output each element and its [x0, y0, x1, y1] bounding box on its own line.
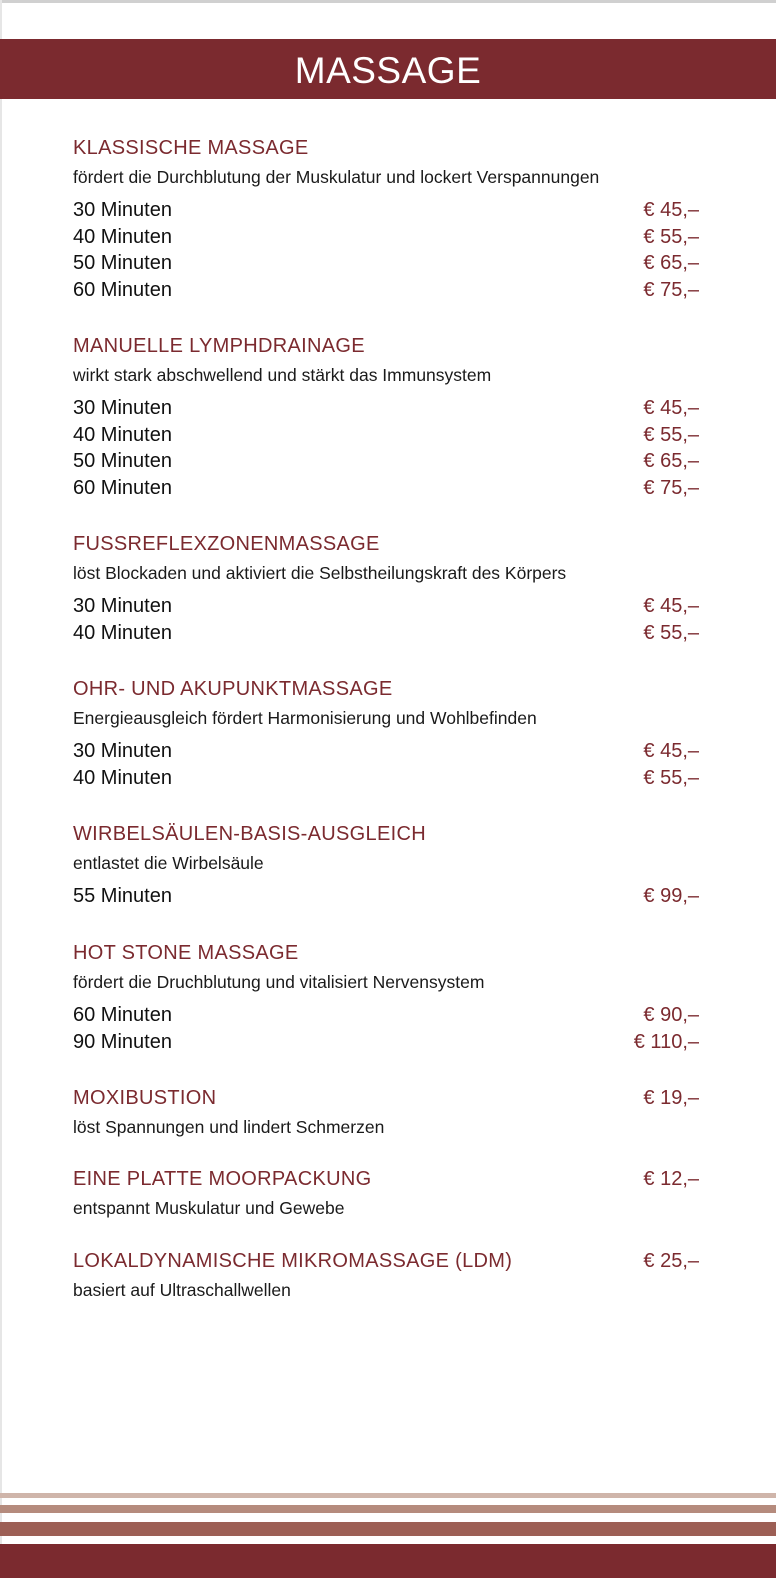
footer-stripe — [0, 1505, 776, 1513]
price-value: € 45,– — [643, 740, 699, 762]
section-title: OHR- UND AKUPUNKTMASSAGE — [73, 678, 393, 700]
price-row — [73, 883, 699, 910]
duration-label: 60 Minuten — [73, 476, 172, 499]
service-section-lokaldynamische-mikromassage — [73, 1246, 699, 1304]
service-section-fussreflexzonenmassage — [73, 529, 699, 646]
price-row — [73, 475, 699, 502]
footer-stripe — [0, 1522, 776, 1536]
price-row — [73, 250, 699, 277]
price-value: € 55,– — [643, 423, 699, 446]
section-description: löst Spannungen und lindert Schmerzen — [73, 1117, 385, 1137]
left-divider — [0, 0, 2, 1578]
section-title: EINE PLATTE MOORPACKUNG — [73, 1168, 372, 1190]
price-row — [73, 197, 699, 224]
price-row — [73, 448, 699, 475]
section-header — [73, 1083, 699, 1113]
section-title: MANUELLE LYMPHDRAINAGE — [73, 335, 365, 357]
section-header — [73, 819, 699, 849]
price-value: € 65,– — [643, 450, 699, 472]
section-header — [73, 674, 699, 704]
service-section-wirbelsaeulen-basis-ausgleich — [73, 819, 699, 910]
duration-price-list — [73, 1002, 699, 1055]
price-row — [73, 765, 699, 792]
duration-label: 40 Minuten — [73, 621, 172, 644]
section-header — [73, 529, 699, 559]
price-value: € 45,– — [643, 397, 699, 419]
price-value: € 90,– — [643, 1004, 699, 1026]
section-description: löst Blockaden und aktiviert die Selbstheilungskraft des Körpers — [73, 563, 567, 583]
price-value: € 65,– — [643, 252, 699, 274]
section-title: LOKALDYNAMISCHE MIKROMASSAGE (LDM) — [73, 1250, 513, 1272]
price-row — [73, 395, 699, 422]
price-row — [73, 1002, 699, 1029]
price-value: € 75,– — [643, 476, 699, 499]
price-row — [73, 277, 699, 304]
price-value: € 55,– — [643, 621, 699, 644]
section-header — [73, 1246, 699, 1276]
duration-label: 60 Minuten — [73, 1004, 172, 1026]
section-header — [73, 331, 699, 361]
section-description: fördert die Durchblutung der Muskulatur und lockert Verspannungen — [73, 167, 600, 187]
duration-label: 50 Minuten — [73, 450, 172, 472]
section-description: wirkt stark abschwellend und stärkt das Immunsystem — [73, 365, 492, 385]
duration-label: 55 Minuten — [73, 885, 172, 907]
price-row — [73, 224, 699, 251]
price-value: € 12,– — [643, 1168, 699, 1190]
duration-label: 30 Minuten — [73, 199, 172, 221]
section-title: WIRBELSÄULEN-BASIS-AUSGLEICH — [73, 823, 426, 845]
price-value: € 99,– — [643, 885, 699, 907]
service-section-manuelle-lymphdrainage — [73, 331, 699, 501]
service-section-ohr-und-akupunktmassage — [73, 674, 699, 791]
section-description: Energieausgleich fördert Harmonisierung und Wohlbefinden — [73, 708, 537, 728]
price-row — [73, 1029, 699, 1056]
duration-label: 90 Minuten — [73, 1030, 172, 1053]
section-description: fördert die Druchblutung und vitalisiert Nervensystem — [73, 972, 485, 992]
service-section-eine-platte-moorpackung — [73, 1164, 699, 1222]
price-row — [73, 620, 699, 647]
price-row — [73, 738, 699, 765]
section-description: entlastet die Wirbelsäule — [73, 853, 264, 873]
section-header — [73, 938, 699, 968]
price-value: € 45,– — [643, 595, 699, 617]
price-row — [73, 422, 699, 449]
section-description: entspannt Muskulatur und Gewebe — [73, 1198, 345, 1218]
price-value: € 110,– — [633, 1030, 699, 1053]
duration-price-list — [73, 593, 699, 646]
duration-price-list — [73, 738, 699, 791]
footer-stripe — [0, 1493, 776, 1498]
section-description: basiert auf Ultraschallwellen — [73, 1280, 291, 1300]
duration-label: 30 Minuten — [73, 740, 172, 762]
price-value: € 25,– — [643, 1250, 699, 1272]
duration-label: 40 Minuten — [73, 766, 172, 789]
duration-label: 30 Minuten — [73, 397, 172, 419]
duration-label: 40 Minuten — [73, 423, 172, 446]
duration-price-list — [73, 395, 699, 501]
duration-price-list — [73, 197, 699, 303]
duration-label: 40 Minuten — [73, 225, 172, 248]
service-section-hot-stone-massage — [73, 938, 699, 1055]
footer-bar — [0, 1544, 776, 1578]
section-header — [73, 1164, 699, 1194]
duration-label: 30 Minuten — [73, 595, 172, 617]
price-row — [73, 593, 699, 620]
section-title: HOT STONE MASSAGE — [73, 942, 299, 964]
duration-price-list — [73, 883, 699, 910]
service-section-moxibustion — [73, 1083, 699, 1141]
section-header — [73, 133, 699, 163]
section-title: MOXIBUSTION — [73, 1087, 217, 1109]
price-value: € 55,– — [643, 766, 699, 789]
price-value: € 19,– — [643, 1087, 699, 1109]
section-title: KLASSISCHE MASSAGE — [73, 137, 309, 159]
page-title: MASSAGE — [294, 49, 482, 91]
header-bar — [0, 39, 776, 99]
service-section-klassische-massage — [73, 133, 699, 303]
price-value: € 75,– — [643, 278, 699, 301]
price-value: € 55,– — [643, 225, 699, 248]
top-divider — [0, 0, 776, 3]
section-title: FUSSREFLEXZONENMASSAGE — [73, 533, 380, 555]
price-value: € 45,– — [643, 199, 699, 221]
duration-label: 60 Minuten — [73, 278, 172, 301]
duration-label: 50 Minuten — [73, 252, 172, 274]
